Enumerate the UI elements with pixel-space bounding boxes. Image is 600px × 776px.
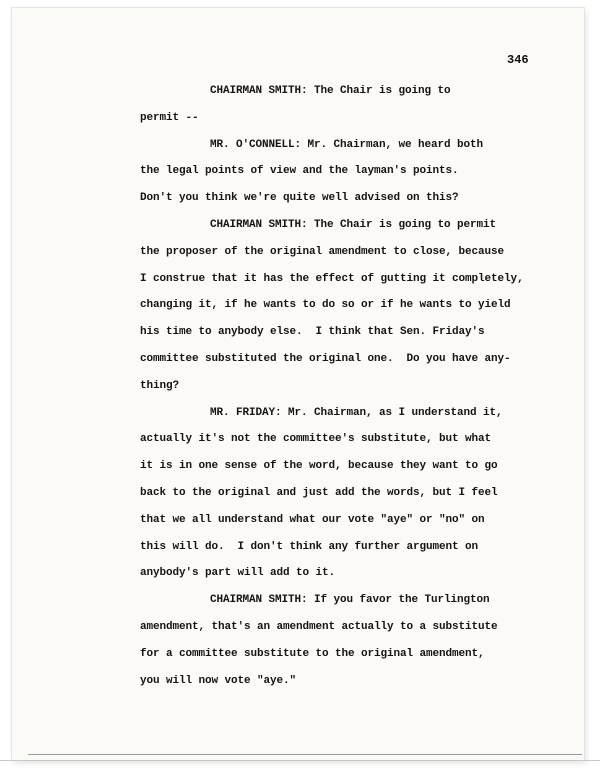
document-page — [12, 8, 584, 760]
text-line: committee substituted the original one. Do you have any- — [140, 352, 511, 365]
speaker-label: CHAIRMAN SMITH: — [210, 85, 308, 97]
text-line: it is in one sense of the word, because they want to go — [140, 460, 498, 473]
paragraph-mr-friday — [140, 400, 585, 588]
text-line: anybody's part will add to it. — [140, 567, 336, 580]
text-line: back to the original and just add the words, but I feel — [140, 486, 498, 499]
page-bottom-rule — [28, 754, 582, 755]
text-line: actually it's not the committee's substitute, but what — [140, 433, 492, 446]
text-line: that we all understand what our vote "aye" or "no" on — [140, 513, 485, 526]
paragraph-chairman-smith-2 — [140, 212, 585, 400]
speaker-label: MR. O'CONNELL: — [210, 138, 302, 151]
text-line: the legal points of view and the layman's points. — [140, 165, 459, 178]
text-line: If you favor the Turlington — [307, 594, 490, 607]
text-line: Mr. Chairman, as I understand it, — [281, 406, 503, 419]
text-line: Mr. Chairman, we heard both — [301, 138, 484, 151]
text-line: The Chair is going to permit — [307, 218, 497, 231]
paragraph-chairman-smith-3 — [140, 587, 585, 694]
text-line: The Chair is going to — [307, 85, 451, 97]
speaker-label: MR. FRIDAY: — [210, 406, 282, 419]
transcript-body — [140, 78, 585, 694]
text-line: I construe that it has the effect of gutting it completely, — [140, 272, 524, 285]
paragraph-chairman-smith-1 — [140, 78, 585, 132]
speaker-label: CHAIRMAN SMITH: — [210, 594, 308, 607]
speaker-label: CHAIRMAN SMITH: — [210, 218, 308, 231]
scan-edge-line — [0, 760, 600, 761]
text-line: permit -- — [140, 111, 199, 124]
text-line: thing? — [140, 379, 180, 392]
text-line: this will do. I don't think any further argument on — [140, 540, 479, 553]
paragraph-mr-oconnell — [140, 132, 585, 212]
text-line: changing it, if he wants to do so or if he wants to yield — [140, 299, 511, 312]
text-line: amendment, that's an amendment actually to a substitute — [140, 620, 498, 633]
text-line: the proposer of the original amendment to close, because — [140, 245, 505, 258]
text-line: you will now vote "aye." — [140, 674, 297, 687]
text-line: for a committee substitute to the original amendment, — [140, 647, 485, 660]
page-number: 346 — [507, 53, 529, 67]
text-line: Don't you think we're quite well advised on this? — [140, 192, 459, 205]
text-line: his time to anybody else. I think that Sen. Friday's — [140, 326, 485, 339]
